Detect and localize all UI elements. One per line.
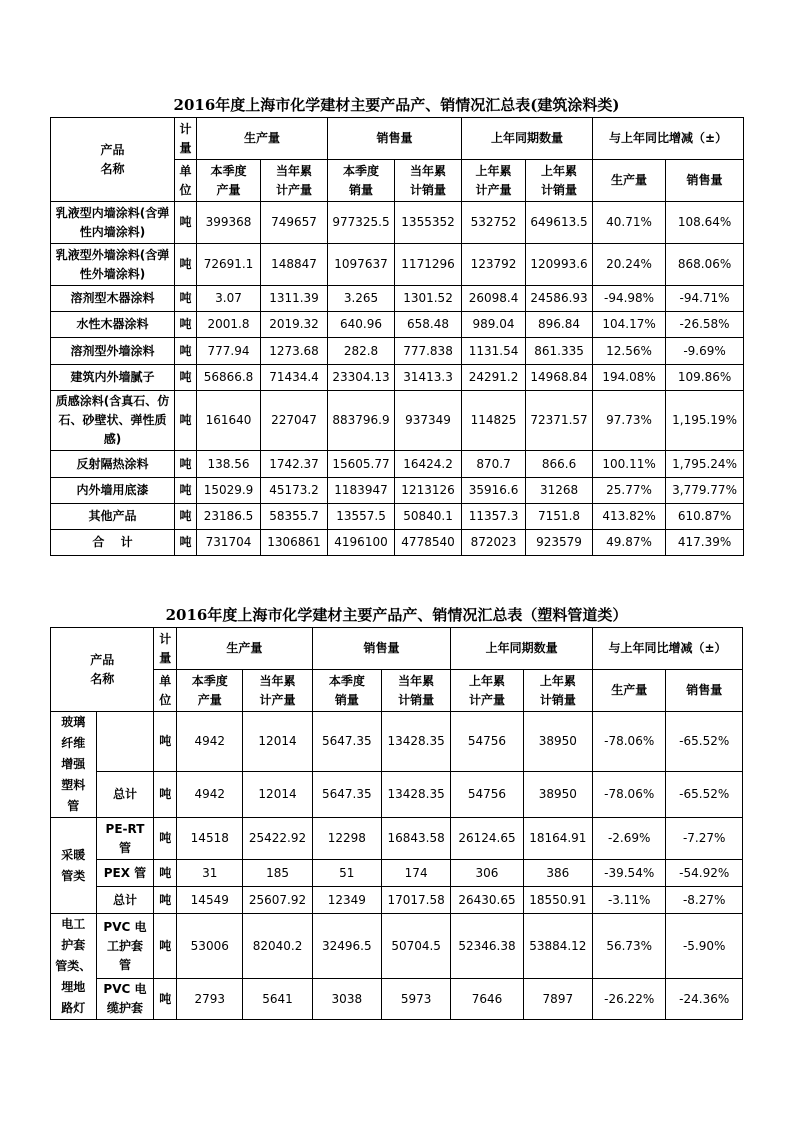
- yoy-output-cell: 97.73%: [593, 391, 666, 451]
- cumulative-output-cell: 185: [243, 860, 312, 887]
- header-last-year: 上年同期数量: [451, 628, 593, 670]
- ly-sales-cell: 18164.91: [523, 818, 592, 860]
- quarter-sales-cell: 13557.5: [328, 504, 395, 530]
- table-row: [51, 286, 744, 312]
- cumulative-sales-cell: 16843.58: [381, 818, 450, 860]
- product-name-cell: 乳液型内墙涂料(含弹性内墙涂料): [51, 202, 175, 244]
- ly-output-cell: 123792: [462, 244, 526, 286]
- header-row-2: [51, 670, 743, 712]
- yoy-output-cell: 100.11%: [593, 451, 666, 478]
- unit-cell: 吨: [154, 887, 177, 914]
- ly-output-cell: 26098.4: [462, 286, 526, 312]
- ly-output-cell: 26430.65: [451, 887, 523, 914]
- table1-title: 2016年度上海市化学建材主要产品产、销情况汇总表(建筑涂料类): [173, 96, 620, 114]
- cumulative-sales-cell: 174: [381, 860, 450, 887]
- ly-output-cell: 54756: [451, 712, 523, 772]
- header-unit-group: 计 量: [175, 118, 197, 160]
- unit-cell: 吨: [154, 712, 177, 772]
- ly-output-cell: 870.7: [462, 451, 526, 478]
- ly-output-cell: 7646: [451, 979, 523, 1020]
- table2-title: 2016年度上海市化学建材主要产品产、销情况汇总表（塑料管道类）: [165, 606, 628, 624]
- table-row: [51, 860, 743, 887]
- ly-sales-cell: 38950: [523, 772, 592, 818]
- quarter-sales-cell: 883796.9: [328, 391, 395, 451]
- table-row: [51, 887, 743, 914]
- cumulative-sales-cell: 1355352: [395, 202, 462, 244]
- product-name-cell: 反射隔热涂料: [51, 451, 175, 478]
- cumulative-sales-cell: 1213126: [395, 478, 462, 504]
- sub-product-cell: PEX 管: [96, 860, 154, 887]
- ly-sales-cell: 18550.91: [523, 887, 592, 914]
- ly-sales-cell: 31268: [526, 478, 593, 504]
- sub-product-cell: 总计: [96, 887, 154, 914]
- header-unit: 单 位: [175, 160, 197, 202]
- cumulative-sales-cell: 777.838: [395, 338, 462, 365]
- yoy-sales-cell: -24.36%: [666, 979, 743, 1020]
- ly-sales-cell: 7151.8: [526, 504, 593, 530]
- unit-cell: 吨: [175, 244, 197, 286]
- cumulative-output-cell: 25607.92: [243, 887, 312, 914]
- header-yoy-sales: 销售量: [666, 670, 743, 712]
- quarter-sales-cell: 4196100: [328, 530, 395, 556]
- header-quarter-sales: 本季度 销量: [312, 670, 381, 712]
- quarter-output-cell: 15029.9: [197, 478, 261, 504]
- cumulative-output-cell: 1306861: [261, 530, 328, 556]
- unit-cell: 吨: [154, 772, 177, 818]
- quarter-output-cell: 56866.8: [197, 365, 261, 391]
- sub-product-cell: PE-RT 管: [96, 818, 154, 860]
- quarter-output-cell: 3.07: [197, 286, 261, 312]
- yoy-output-cell: 56.73%: [592, 914, 665, 979]
- quarter-sales-cell: 32496.5: [312, 914, 381, 979]
- header-quarter-sales: 本季度 销量: [328, 160, 395, 202]
- quarter-output-cell: 399368: [197, 202, 261, 244]
- quarter-output-cell: 4942: [177, 712, 243, 772]
- table-row: [51, 712, 743, 772]
- sub-product-cell: PVC 电 缆护套: [96, 979, 154, 1020]
- table-row: [51, 451, 744, 478]
- quarter-sales-cell: 12298: [312, 818, 381, 860]
- table-row: [51, 312, 744, 338]
- header-quarter-output: 本季度 产量: [177, 670, 243, 712]
- product-name-cell: 内外墙用底漆: [51, 478, 175, 504]
- yoy-sales-cell: -94.71%: [666, 286, 744, 312]
- quarter-output-cell: 23186.5: [197, 504, 261, 530]
- table-row: [51, 478, 744, 504]
- yoy-sales-cell: 610.87%: [666, 504, 744, 530]
- header-quarter-output: 本季度 产量: [197, 160, 261, 202]
- yoy-output-cell: 12.56%: [593, 338, 666, 365]
- group-electric-pipe: 电工 护套 管类、 埋地 路灯: [51, 914, 97, 1020]
- cumulative-sales-cell: 50704.5: [381, 914, 450, 979]
- quarter-sales-cell: 12349: [312, 887, 381, 914]
- quarter-output-cell: 72691.1: [197, 244, 261, 286]
- yoy-sales-cell: -54.92%: [666, 860, 743, 887]
- quarter-sales-cell: 3038: [312, 979, 381, 1020]
- header-production: 生产量: [197, 118, 328, 160]
- coatings-table: [50, 117, 744, 556]
- table-row: [51, 914, 743, 979]
- quarter-sales-cell: 3.265: [328, 286, 395, 312]
- product-name-cell: 水性木器涂料: [51, 312, 175, 338]
- sub-product-cell: [96, 712, 154, 772]
- product-name-cell: 溶剂型外墙涂料: [51, 338, 175, 365]
- cumulative-sales-cell: 4778540: [395, 530, 462, 556]
- table-row: [51, 391, 744, 451]
- quarter-sales-cell: 1183947: [328, 478, 395, 504]
- cumulative-output-cell: 227047: [261, 391, 328, 451]
- quarter-output-cell: 138.56: [197, 451, 261, 478]
- cumulative-output-cell: 45173.2: [261, 478, 328, 504]
- unit-cell: 吨: [175, 451, 197, 478]
- cumulative-output-cell: 2019.32: [261, 312, 328, 338]
- unit-cell: 吨: [175, 530, 197, 556]
- unit-cell: 吨: [154, 979, 177, 1020]
- header-last-year: 上年同期数量: [462, 118, 593, 160]
- yoy-output-cell: 40.71%: [593, 202, 666, 244]
- unit-cell: 吨: [175, 391, 197, 451]
- yoy-output-cell: 25.77%: [593, 478, 666, 504]
- ly-sales-cell: 386: [523, 860, 592, 887]
- cumulative-sales-cell: 17017.58: [381, 887, 450, 914]
- yoy-output-cell: 20.24%: [593, 244, 666, 286]
- yoy-output-cell: -94.98%: [593, 286, 666, 312]
- table-row: [51, 202, 744, 244]
- header-cumulative-output: 当年累 计产量: [243, 670, 312, 712]
- ly-sales-cell: 896.84: [526, 312, 593, 338]
- product-name-cell: 建筑内外墙腻子: [51, 365, 175, 391]
- ly-sales-cell: 861.335: [526, 338, 593, 365]
- quarter-sales-cell: 5647.35: [312, 712, 381, 772]
- product-name-cell: 溶剂型木器涂料: [51, 286, 175, 312]
- pipes-table: [50, 627, 743, 1020]
- ly-sales-cell: 72371.57: [526, 391, 593, 451]
- ly-output-cell: 35916.6: [462, 478, 526, 504]
- cumulative-output-cell: 58355.7: [261, 504, 328, 530]
- ly-sales-cell: 649613.5: [526, 202, 593, 244]
- header-ly-sales: 上年累 计销量: [526, 160, 593, 202]
- cumulative-output-cell: 82040.2: [243, 914, 312, 979]
- ly-sales-cell: 53884.12: [523, 914, 592, 979]
- ly-sales-cell: 923579: [526, 530, 593, 556]
- yoy-output-cell: -78.06%: [592, 772, 665, 818]
- yoy-output-cell: 194.08%: [593, 365, 666, 391]
- header-cumulative-output: 当年累 计产量: [261, 160, 328, 202]
- header-cumulative-sales: 当年累 计销量: [395, 160, 462, 202]
- cumulative-output-cell: 71434.4: [261, 365, 328, 391]
- header-product: 产品 名称: [51, 118, 175, 202]
- yoy-output-cell: -39.54%: [592, 860, 665, 887]
- yoy-sales-cell: -65.52%: [666, 772, 743, 818]
- cumulative-sales-cell: 658.48: [395, 312, 462, 338]
- header-cumulative-sales: 当年累 计销量: [381, 670, 450, 712]
- yoy-output-cell: 104.17%: [593, 312, 666, 338]
- cumulative-output-cell: 12014: [243, 772, 312, 818]
- product-name-cell: 乳液型外墙涂料(含弹性外墙涂料): [51, 244, 175, 286]
- quarter-output-cell: 777.94: [197, 338, 261, 365]
- ly-output-cell: 26124.65: [451, 818, 523, 860]
- cumulative-output-cell: 12014: [243, 712, 312, 772]
- header-sales: 销售量: [328, 118, 462, 160]
- header-ly-output: 上年累 计产量: [462, 160, 526, 202]
- yoy-sales-cell: -65.52%: [666, 712, 743, 772]
- quarter-sales-cell: 5647.35: [312, 772, 381, 818]
- group-heating-pipe: 采暖 管类: [51, 818, 97, 914]
- ly-output-cell: 54756: [451, 772, 523, 818]
- ly-sales-cell: 38950: [523, 712, 592, 772]
- quarter-output-cell: 4942: [177, 772, 243, 818]
- yoy-sales-cell: 108.64%: [666, 202, 744, 244]
- unit-cell: 吨: [175, 202, 197, 244]
- cumulative-sales-cell: 1171296: [395, 244, 462, 286]
- unit-cell: 吨: [175, 365, 197, 391]
- yoy-output-cell: -2.69%: [592, 818, 665, 860]
- cumulative-sales-cell: 13428.35: [381, 772, 450, 818]
- cumulative-output-cell: 749657: [261, 202, 328, 244]
- header-ly-sales: 上年累 计销量: [523, 670, 592, 712]
- table-row: [51, 365, 744, 391]
- cumulative-sales-cell: 31413.3: [395, 365, 462, 391]
- ly-sales-cell: 24586.93: [526, 286, 593, 312]
- unit-cell: 吨: [154, 914, 177, 979]
- table-row: [51, 530, 744, 556]
- unit-cell: 吨: [175, 504, 197, 530]
- quarter-sales-cell: 51: [312, 860, 381, 887]
- unit-cell: 吨: [175, 312, 197, 338]
- ly-output-cell: 11357.3: [462, 504, 526, 530]
- yoy-sales-cell: -5.90%: [666, 914, 743, 979]
- header-yoy-sales: 销售量: [666, 160, 744, 202]
- product-name-cell: 其他产品: [51, 504, 175, 530]
- quarter-sales-cell: 977325.5: [328, 202, 395, 244]
- yoy-sales-cell: 417.39%: [666, 530, 744, 556]
- product-name-cell: 合 计: [51, 530, 175, 556]
- table-row: [51, 818, 743, 860]
- group-frp-pipe: 玻璃 纤维 增强 塑料 管: [51, 712, 97, 818]
- cumulative-output-cell: 25422.92: [243, 818, 312, 860]
- quarter-output-cell: 31: [177, 860, 243, 887]
- yoy-sales-cell: 1,195.19%: [666, 391, 744, 451]
- table-row: [51, 772, 743, 818]
- ly-output-cell: 114825: [462, 391, 526, 451]
- ly-output-cell: 1131.54: [462, 338, 526, 365]
- yoy-sales-cell: -9.69%: [666, 338, 744, 365]
- header-yoy: 与上年同比增减（±）: [592, 628, 742, 670]
- header-production: 生产量: [177, 628, 313, 670]
- header-yoy-output: 生产量: [593, 160, 666, 202]
- ly-sales-cell: 14968.84: [526, 365, 593, 391]
- header-ly-output: 上年累 计产量: [451, 670, 523, 712]
- ly-output-cell: 989.04: [462, 312, 526, 338]
- ly-sales-cell: 120993.6: [526, 244, 593, 286]
- product-name-cell: 质感涂料(含真石、仿石、砂壁状、弹性质感): [51, 391, 175, 451]
- ly-output-cell: 24291.2: [462, 365, 526, 391]
- unit-cell: 吨: [154, 818, 177, 860]
- quarter-sales-cell: 640.96: [328, 312, 395, 338]
- unit-cell: 吨: [175, 478, 197, 504]
- cumulative-sales-cell: 5973: [381, 979, 450, 1020]
- header-row-1: [51, 628, 743, 670]
- quarter-output-cell: 2001.8: [197, 312, 261, 338]
- unit-cell: 吨: [175, 338, 197, 365]
- cumulative-sales-cell: 50840.1: [395, 504, 462, 530]
- quarter-sales-cell: 1097637: [328, 244, 395, 286]
- header-unit: 单 位: [154, 670, 177, 712]
- yoy-sales-cell: -7.27%: [666, 818, 743, 860]
- unit-cell: 吨: [154, 860, 177, 887]
- yoy-sales-cell: -8.27%: [666, 887, 743, 914]
- quarter-output-cell: 53006: [177, 914, 243, 979]
- unit-cell: 吨: [175, 286, 197, 312]
- ly-output-cell: 52346.38: [451, 914, 523, 979]
- cumulative-output-cell: 1311.39: [261, 286, 328, 312]
- cumulative-output-cell: 1273.68: [261, 338, 328, 365]
- ly-output-cell: 872023: [462, 530, 526, 556]
- ly-sales-cell: 7897: [523, 979, 592, 1020]
- cumulative-output-cell: 148847: [261, 244, 328, 286]
- quarter-sales-cell: 23304.13: [328, 365, 395, 391]
- quarter-output-cell: 14549: [177, 887, 243, 914]
- ly-sales-cell: 866.6: [526, 451, 593, 478]
- ly-output-cell: 306: [451, 860, 523, 887]
- yoy-output-cell: -3.11%: [592, 887, 665, 914]
- cumulative-sales-cell: 1301.52: [395, 286, 462, 312]
- yoy-sales-cell: 1,795.24%: [666, 451, 744, 478]
- cumulative-sales-cell: 937349: [395, 391, 462, 451]
- quarter-output-cell: 14518: [177, 818, 243, 860]
- yoy-output-cell: 49.87%: [593, 530, 666, 556]
- header-sales: 销售量: [312, 628, 451, 670]
- yoy-output-cell: -26.22%: [592, 979, 665, 1020]
- yoy-output-cell: -78.06%: [592, 712, 665, 772]
- quarter-output-cell: 731704: [197, 530, 261, 556]
- yoy-sales-cell: 109.86%: [666, 365, 744, 391]
- cumulative-output-cell: 1742.37: [261, 451, 328, 478]
- yoy-output-cell: 413.82%: [593, 504, 666, 530]
- yoy-sales-cell: -26.58%: [666, 312, 744, 338]
- header-product: 产品 名称: [51, 628, 154, 712]
- ly-output-cell: 532752: [462, 202, 526, 244]
- cumulative-sales-cell: 16424.2: [395, 451, 462, 478]
- sub-product-cell: PVC 电 工护套 管: [96, 914, 154, 979]
- table-row: [51, 504, 744, 530]
- header-unit-group: 计 量: [154, 628, 177, 670]
- header-row-1: [51, 118, 744, 160]
- header-yoy: 与上年同比增减（±）: [593, 118, 744, 160]
- sub-product-cell: 总计: [96, 772, 154, 818]
- quarter-output-cell: 2793: [177, 979, 243, 1020]
- header-yoy-output: 生产量: [592, 670, 665, 712]
- quarter-output-cell: 161640: [197, 391, 261, 451]
- quarter-sales-cell: 15605.77: [328, 451, 395, 478]
- yoy-sales-cell: 3,779.77%: [666, 478, 744, 504]
- table-row: [51, 244, 744, 286]
- table-row: [51, 338, 744, 365]
- quarter-sales-cell: 282.8: [328, 338, 395, 365]
- yoy-sales-cell: 868.06%: [666, 244, 744, 286]
- table-row: [51, 979, 743, 1020]
- cumulative-sales-cell: 13428.35: [381, 712, 450, 772]
- cumulative-output-cell: 5641: [243, 979, 312, 1020]
